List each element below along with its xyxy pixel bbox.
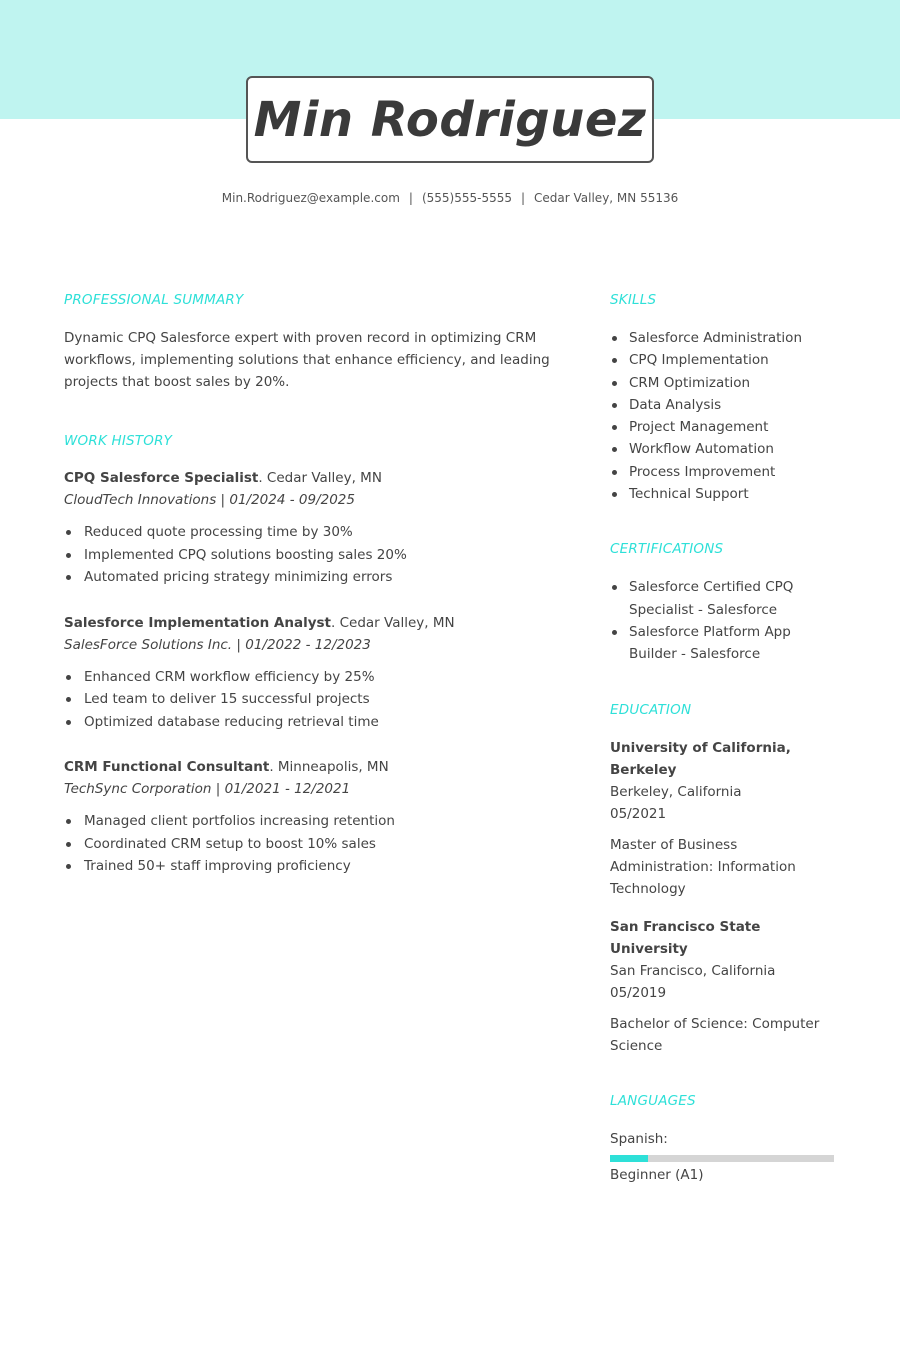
job-company-dates: TechSync Corporation | 01/2021 - 12/2021 xyxy=(64,781,351,797)
skill-item: CPQ Implementation xyxy=(610,349,840,371)
job-bullet: Reduced quote processing time by 30% xyxy=(64,521,554,544)
skill-item: Salesforce Administration xyxy=(610,327,840,349)
skill-item: Project Management xyxy=(610,416,840,438)
education-degree: Bachelor of Science: Computer Science xyxy=(610,1015,820,1054)
language-proficiency-bar xyxy=(610,1155,834,1162)
job-bullet: Coordinated CRM setup to boost 10% sales xyxy=(64,833,554,856)
right-column xyxy=(610,292,840,1186)
skills-section xyxy=(610,292,840,505)
job-bullet: Trained 50+ staff improving proficiency xyxy=(64,855,554,878)
skills-list xyxy=(610,327,840,505)
skill-item: Workflow Automation xyxy=(610,438,840,460)
education-school: San Francisco State University xyxy=(610,918,761,957)
job-title: CPQ Salesforce Specialist xyxy=(64,470,259,486)
education-entry xyxy=(610,737,840,900)
job-title: CRM Functional Consultant xyxy=(64,759,270,775)
job-bullet: Automated pricing strategy minimizing errors xyxy=(64,566,554,589)
languages-title: LANGUAGES xyxy=(610,1092,696,1109)
certifications-list xyxy=(610,576,840,665)
education-date: 05/2021 xyxy=(610,805,667,822)
education-date: 05/2019 xyxy=(610,984,667,1001)
job-bullets xyxy=(64,810,554,878)
job-bullets xyxy=(64,666,554,734)
job-bullet: Led team to deliver 15 successful projects xyxy=(64,688,554,711)
education-location: Berkeley, California xyxy=(610,783,742,800)
skill-item: Process Improvement xyxy=(610,461,840,483)
name-box xyxy=(246,76,654,163)
job-location: . Cedar Valley, MN xyxy=(258,470,382,486)
left-column xyxy=(64,292,554,878)
job-bullets xyxy=(64,521,554,589)
work-history-section xyxy=(64,433,554,878)
job-header xyxy=(64,756,554,778)
summary-text: Dynamic CPQ Salesforce expert with proven record in optimizing CRM workflows, implementing solutions that enhance efficiency, and leading projects that boost sales by 20%. xyxy=(64,330,550,390)
work-history-title: WORK HISTORY xyxy=(64,433,173,449)
skill-item: Technical Support xyxy=(610,483,840,505)
education-school: University of California, Berkeley xyxy=(610,739,791,778)
certification-item: Salesforce Certified CPQ Specialist - Salesforce xyxy=(610,576,840,621)
education-degree: Master of Business Administration: Information Technology xyxy=(610,836,796,897)
job-location: . Cedar Valley, MN xyxy=(331,614,455,631)
contact-separator: | xyxy=(520,191,526,205)
job-title: Salesforce Implementation Analyst xyxy=(64,614,332,631)
skill-item: Data Analysis xyxy=(610,394,840,416)
job-header xyxy=(64,612,554,634)
job-location: . Minneapolis, MN xyxy=(269,759,389,775)
job-company-dates: CloudTech Innovations | 01/2024 - 09/2025 xyxy=(64,492,355,508)
certification-item: Salesforce Platform App Builder - Salesforce xyxy=(610,621,840,666)
skills-title: SKILLS xyxy=(610,292,657,308)
education-entry xyxy=(610,916,840,1057)
summary-section xyxy=(64,292,554,393)
skill-item: CRM Optimization xyxy=(610,372,840,394)
contact-phone[interactable]: (555)555-5555 xyxy=(421,191,512,205)
certifications-section xyxy=(610,541,840,665)
education-title: EDUCATION xyxy=(610,701,692,718)
job-bullet: Managed client portfolios increasing retention xyxy=(64,810,554,833)
job-bullet: Optimized database reducing retrieval time xyxy=(64,711,554,734)
job-entry xyxy=(64,612,554,734)
job-header xyxy=(64,467,554,489)
contact-line xyxy=(0,191,900,205)
contact-location: Cedar Valley, MN 55136 xyxy=(534,191,679,205)
language-name: Spanish: xyxy=(610,1130,668,1147)
summary-title: PROFESSIONAL SUMMARY xyxy=(64,292,244,308)
job-entry xyxy=(64,756,554,878)
contact-separator: | xyxy=(408,191,413,205)
contact-email[interactable]: Min.Rodriguez@example.com xyxy=(221,191,400,205)
job-bullet: Implemented CPQ solutions boosting sales 20% xyxy=(64,544,554,567)
education-section xyxy=(610,702,840,1057)
job-entry xyxy=(64,467,554,589)
languages-section xyxy=(610,1093,840,1186)
language-level: Beginner (A1) xyxy=(610,1166,704,1183)
candidate-name: Min Rodriguez xyxy=(253,91,647,148)
education-location: San Francisco, California xyxy=(610,962,776,979)
language-proficiency-fill xyxy=(610,1155,648,1162)
job-company-dates: SalesForce Solutions Inc. | 01/2022 - 12/2023 xyxy=(64,636,371,653)
certifications-title: CERTIFICATIONS xyxy=(610,541,724,558)
job-bullet: Enhanced CRM workflow efficiency by 25% xyxy=(64,666,554,689)
